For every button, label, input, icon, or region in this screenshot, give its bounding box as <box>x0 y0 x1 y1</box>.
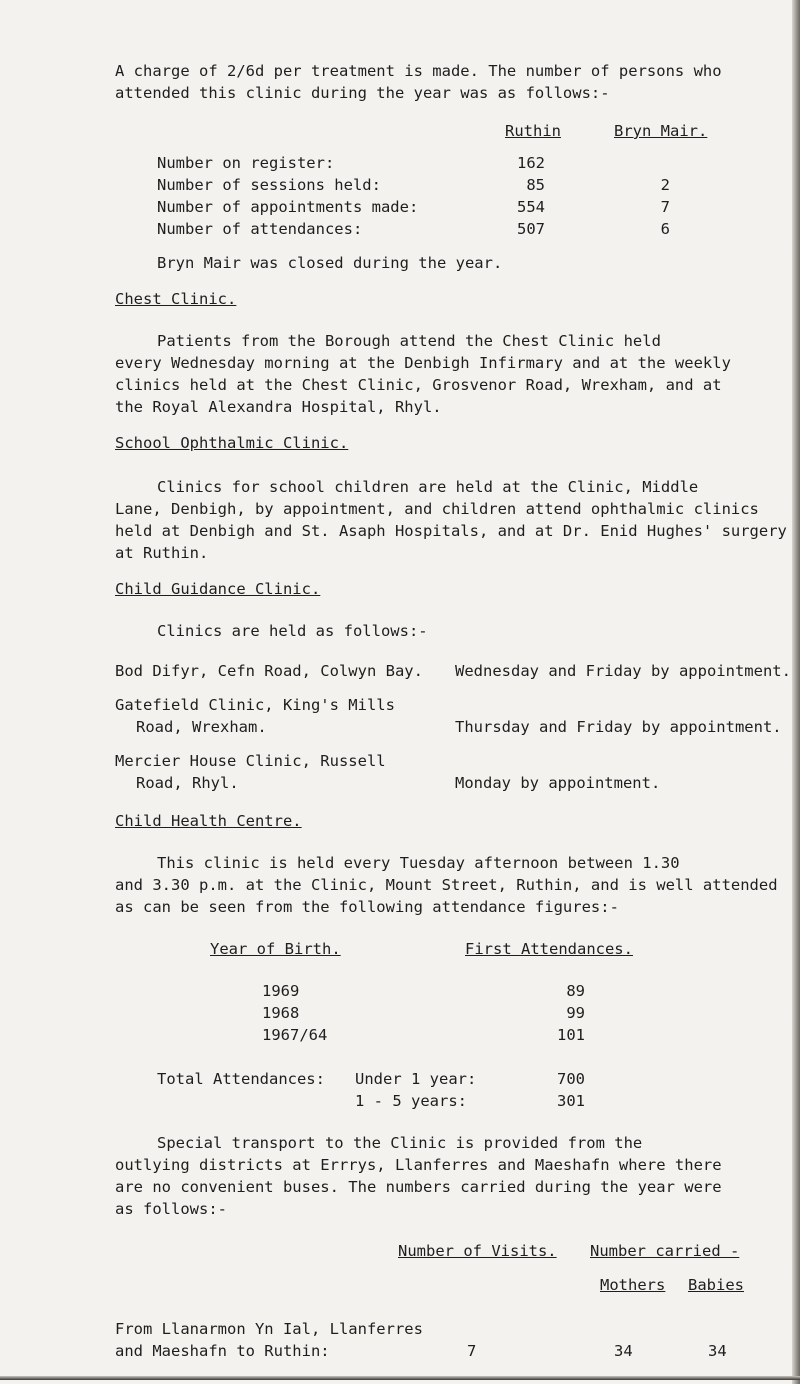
guidance-place: Road, Rhyl. <box>136 774 239 792</box>
page-bottom-edge <box>0 1376 800 1380</box>
guidance-place: Gatefield Clinic, King's Mills <box>115 696 395 714</box>
table-cell-ruthin: 507 <box>517 220 545 238</box>
ophthalmic-paragraph-line: held at Denbigh and St. Asaph Hospitals, and at Dr. Enid Hughes' surgery <box>115 522 787 540</box>
guidance-place: Road, Wrexham. <box>136 718 267 736</box>
attendance-count-cell: 99 <box>566 1004 585 1022</box>
total-age-band-label: 1 - 5 years: <box>355 1092 467 1110</box>
attendance-count-cell: 101 <box>557 1026 585 1044</box>
table-cell-bryn: 7 <box>660 198 670 216</box>
section-heading-child-health-centre: Child Health Centre. <box>115 812 302 830</box>
section-heading-ophthalmic-clinic: School Ophthalmic Clinic. <box>115 434 349 452</box>
section-heading-child-guidance: Child Guidance Clinic. <box>115 580 321 598</box>
column-header-babies: Babies <box>688 1276 744 1294</box>
guidance-intro: Clinics are held as follows:- <box>157 622 428 640</box>
year-of-birth-cell: 1968 <box>262 1004 300 1022</box>
guidance-place: Bod Difyr, Cefn Road, Colwyn Bay. <box>115 662 423 680</box>
intro-line-1: A charge of 2/6d per treatment is made. The number of persons who <box>115 62 722 80</box>
year-of-birth-cell: 1967/64 <box>262 1026 328 1044</box>
transport-row-label: and Maeshafn to Ruthin: <box>115 1342 330 1360</box>
guidance-place: Mercier House Clinic, Russell <box>115 752 386 770</box>
column-header-number-of-visits: Number of Visits. <box>398 1242 557 1260</box>
total-attendances-label: Total Attendances: <box>157 1070 325 1088</box>
health-centre-paragraph-line: as can be seen from the following attendance figures:- <box>115 898 619 916</box>
chest-paragraph-line: the Royal Alexandra Hospital, Rhyl. <box>115 398 442 416</box>
intro-line-2: attended this clinic during the year was as follows:- <box>115 84 610 102</box>
transport-paragraph-line: are no convenient buses. The numbers carried during the year were <box>115 1178 722 1196</box>
bryn-mair-note: Bryn Mair was closed during the year. <box>157 254 503 272</box>
transport-paragraph-line: Special transport to the Clinic is provided from the <box>157 1134 643 1152</box>
health-centre-paragraph-line: This clinic is held every Tuesday afternoon between 1.30 <box>157 854 680 872</box>
table-cell-ruthin: 85 <box>526 176 545 194</box>
total-age-band-label: Under 1 year: <box>355 1070 477 1088</box>
column-header-ruthin: Ruthin <box>505 122 561 140</box>
transport-babies-value: 34 <box>708 1342 727 1360</box>
chest-paragraph-line: Patients from the Borough attend the Chest Clinic held <box>157 332 661 350</box>
table-row-label: Number of attendances: <box>157 220 363 238</box>
table-row-label: Number on register: <box>157 154 335 172</box>
total-age-band-value: 301 <box>557 1092 585 1110</box>
section-heading-chest-clinic: Chest Clinic. <box>115 290 237 308</box>
ophthalmic-paragraph-line: Clinics for school children are held at the Clinic, Middle <box>157 478 699 496</box>
guidance-schedule: Monday by appointment. <box>455 774 661 792</box>
total-age-band-value: 700 <box>557 1070 585 1088</box>
transport-row-label: From Llanarmon Yn Ial, Llanferres <box>115 1320 423 1338</box>
table-row-label: Number of sessions held: <box>157 176 381 194</box>
column-header-bryn-mair: Bryn Mair. <box>614 122 708 140</box>
chest-paragraph-line: every Wednesday morning at the Denbigh Infirmary and at the weekly <box>115 354 731 372</box>
transport-visits-value: 7 <box>467 1342 477 1360</box>
table-cell-ruthin: 162 <box>517 154 545 172</box>
health-centre-paragraph-line: and 3.30 p.m. at the Clinic, Mount Street, Ruthin, and is well attended <box>115 876 778 894</box>
attendance-count-cell: 89 <box>566 982 585 1000</box>
transport-mothers-value: 34 <box>614 1342 633 1360</box>
column-header-first-attendances: First Attendances. <box>465 940 633 958</box>
guidance-schedule: Thursday and Friday by appointment. <box>455 718 782 736</box>
table-cell-bryn: 2 <box>660 176 670 194</box>
ophthalmic-paragraph-line: Lane, Denbigh, by appointment, and children attend ophthalmic clinics <box>115 500 759 518</box>
guidance-schedule: Wednesday and Friday by appointment. <box>455 662 791 680</box>
transport-paragraph-line: outlying districts at Errrys, Llanferres and Maeshafn where there <box>115 1156 722 1174</box>
ophthalmic-paragraph-line: at Ruthin. <box>115 544 209 562</box>
chest-paragraph-line: clinics held at the Chest Clinic, Grosvenor Road, Wrexham, and at <box>115 376 722 394</box>
year-of-birth-cell: 1969 <box>262 982 300 1000</box>
table-cell-ruthin: 554 <box>517 198 545 216</box>
transport-paragraph-line: as follows:- <box>115 1200 227 1218</box>
column-header-number-carried: Number carried - <box>590 1242 740 1260</box>
column-header-year-of-birth: Year of Birth. <box>210 940 341 958</box>
page-edge-shadow <box>792 0 800 1384</box>
table-row-label: Number of appointments made: <box>157 198 419 216</box>
column-header-mothers: Mothers <box>600 1276 666 1294</box>
table-cell-bryn: 6 <box>660 220 670 238</box>
